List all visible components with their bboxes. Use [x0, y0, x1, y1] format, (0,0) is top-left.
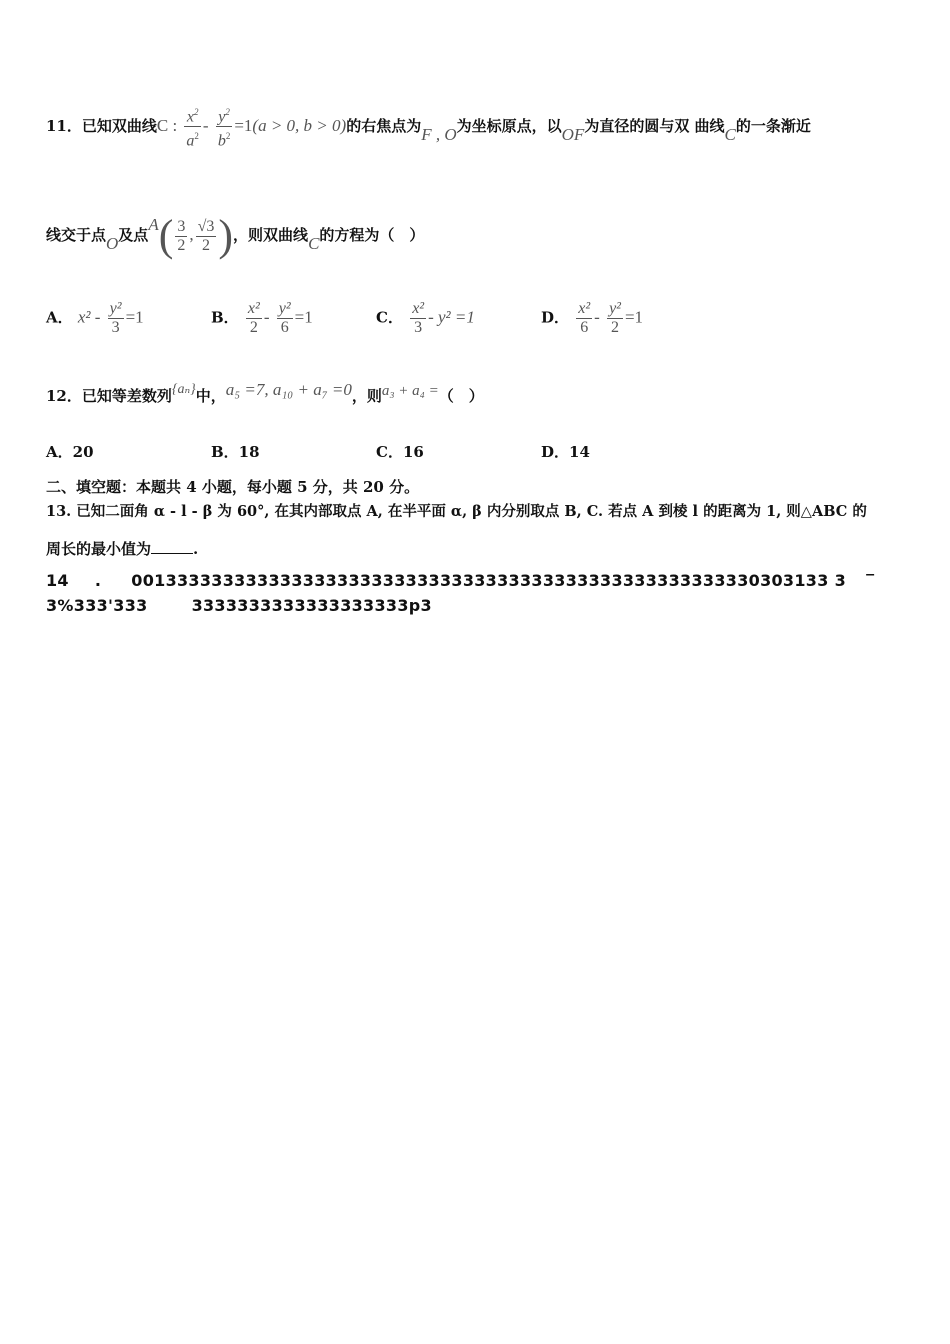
q11-text-1: 的右焦点为 [346, 116, 422, 135]
q11-l2-a: A [148, 215, 159, 234]
q14-mark: ‾ [866, 571, 875, 590]
q11-text-4: 的一条渐近 [735, 116, 811, 135]
q13-line-2 [46, 538, 198, 559]
q12-number: 12．已知等差数列 [46, 387, 172, 405]
q11-l2-paren-right: ) [218, 211, 234, 260]
q14-text: 0013333333333333333333333333333333333333333333333333330303133 [131, 571, 829, 590]
q11-l2-c: C [308, 234, 320, 253]
section-2-header: 二、填空题：本题共 4 小题，每小题 5 分，共 20 分。 [46, 478, 420, 496]
q12-option-a[interactable]: A．20 [46, 443, 94, 461]
q14-line-2 [46, 596, 432, 615]
q11-option-d[interactable]: D． $\frac{\text{x²}}{6}$ - $\frac{\text{y²}}{2}$ =1 [541, 300, 644, 336]
q14-l2-a: 3%333'333 [46, 596, 148, 615]
q11-l2-text-1: 线交于点 [46, 226, 107, 244]
q11-option-c[interactable]: C． $\frac{\text{x²}}{3}$ - y² =1 [376, 300, 475, 336]
q14-tail: 3 [834, 571, 847, 590]
q11-text-2: 为坐标原点，以 [456, 116, 562, 135]
q14-dot: . [94, 571, 102, 590]
q11-l2-text-2: 及点 [118, 226, 149, 244]
q12-text-3: （ ） [438, 387, 484, 405]
q11-l2-o: O [106, 234, 119, 253]
q11-option-b[interactable]: B． $\frac{\text{x²}}{2}$ - $\frac{\text{y²}}{6}$ =1 [211, 300, 313, 336]
q14-number: 14 [46, 571, 69, 590]
q12-text-2: ，则 [351, 387, 382, 405]
q12-line [46, 380, 484, 406]
q12-seq: {aₙ} [171, 382, 196, 397]
q11-text-3: 为直径的圆与双 曲线 [584, 116, 725, 135]
q11-line-2: 线交于点O及点A( $\frac{3}{2}$ , $\frac{√3}{2}$ )，则双曲线C的方程为（ ） [46, 211, 425, 260]
q13-text: 周长的最小值为 [46, 540, 152, 558]
q13-end: . [193, 540, 199, 558]
q11-l2-text-4: 的方程为（ ） [319, 226, 425, 244]
q13-line-1: 13. 已知二面角 α - l - β 为 60°, 在其内部取点 A, 在半平面 α, β 内分别取点 B, C. 若点 A 到棱 l 的距离为 1, 则△ABC 的 [46, 503, 867, 520]
q12-text-1: 中， [195, 387, 226, 405]
q12-option-c[interactable]: C．16 [376, 443, 424, 461]
q11-of: OF [561, 124, 585, 144]
q11-c: C [724, 124, 736, 144]
q11-eq-rhs: =1 [234, 115, 253, 135]
q11-l2-paren-left: ( [158, 211, 174, 260]
q11-l2-frac-y: $\frac{√3}{2}$ [197, 217, 215, 254]
q14-l2-b: 3333333333333333333p3 [191, 596, 432, 615]
q12-option-d[interactable]: D．14 [541, 443, 590, 461]
q11-points: F , O [421, 124, 457, 144]
q11-number: 11．已知双曲线 [46, 116, 157, 135]
q11-line-1: 11．已知双曲线C : $\frac{x^2}{a^2}$ - $\frac{y^2}{b^2}$ =1(a > 0, b > 0)的右焦点为F , O为坐标原点，以OF为直径的圆与双 曲线C的一条渐近 [46, 103, 811, 151]
q11-frac-y: $\frac{y^2}{b^2}$ [217, 107, 231, 150]
q11-option-a[interactable]: A． x² - $\frac{\text{y²}}{3}$ =1 [46, 300, 144, 336]
q12-option-b[interactable]: B．18 [211, 443, 260, 461]
q12-ask: a₃ + a₄ = [381, 383, 439, 399]
q11-eq-cond: (a > 0, b > 0) [252, 115, 347, 135]
q14-line-1 [46, 571, 874, 590]
q11-l2-text-3: ，则双曲线 [233, 226, 309, 244]
q11-eq-c: C : [156, 115, 178, 135]
q11-l2-frac-x: $\frac{3}{2}$ [177, 217, 186, 254]
q11-frac-x: $\frac{x^2}{a^2}$ [186, 107, 199, 150]
q13-answer-blank[interactable] [151, 539, 193, 554]
q12-cond: a₅ =7, a₁₀ + a₇ =0 [225, 380, 352, 399]
